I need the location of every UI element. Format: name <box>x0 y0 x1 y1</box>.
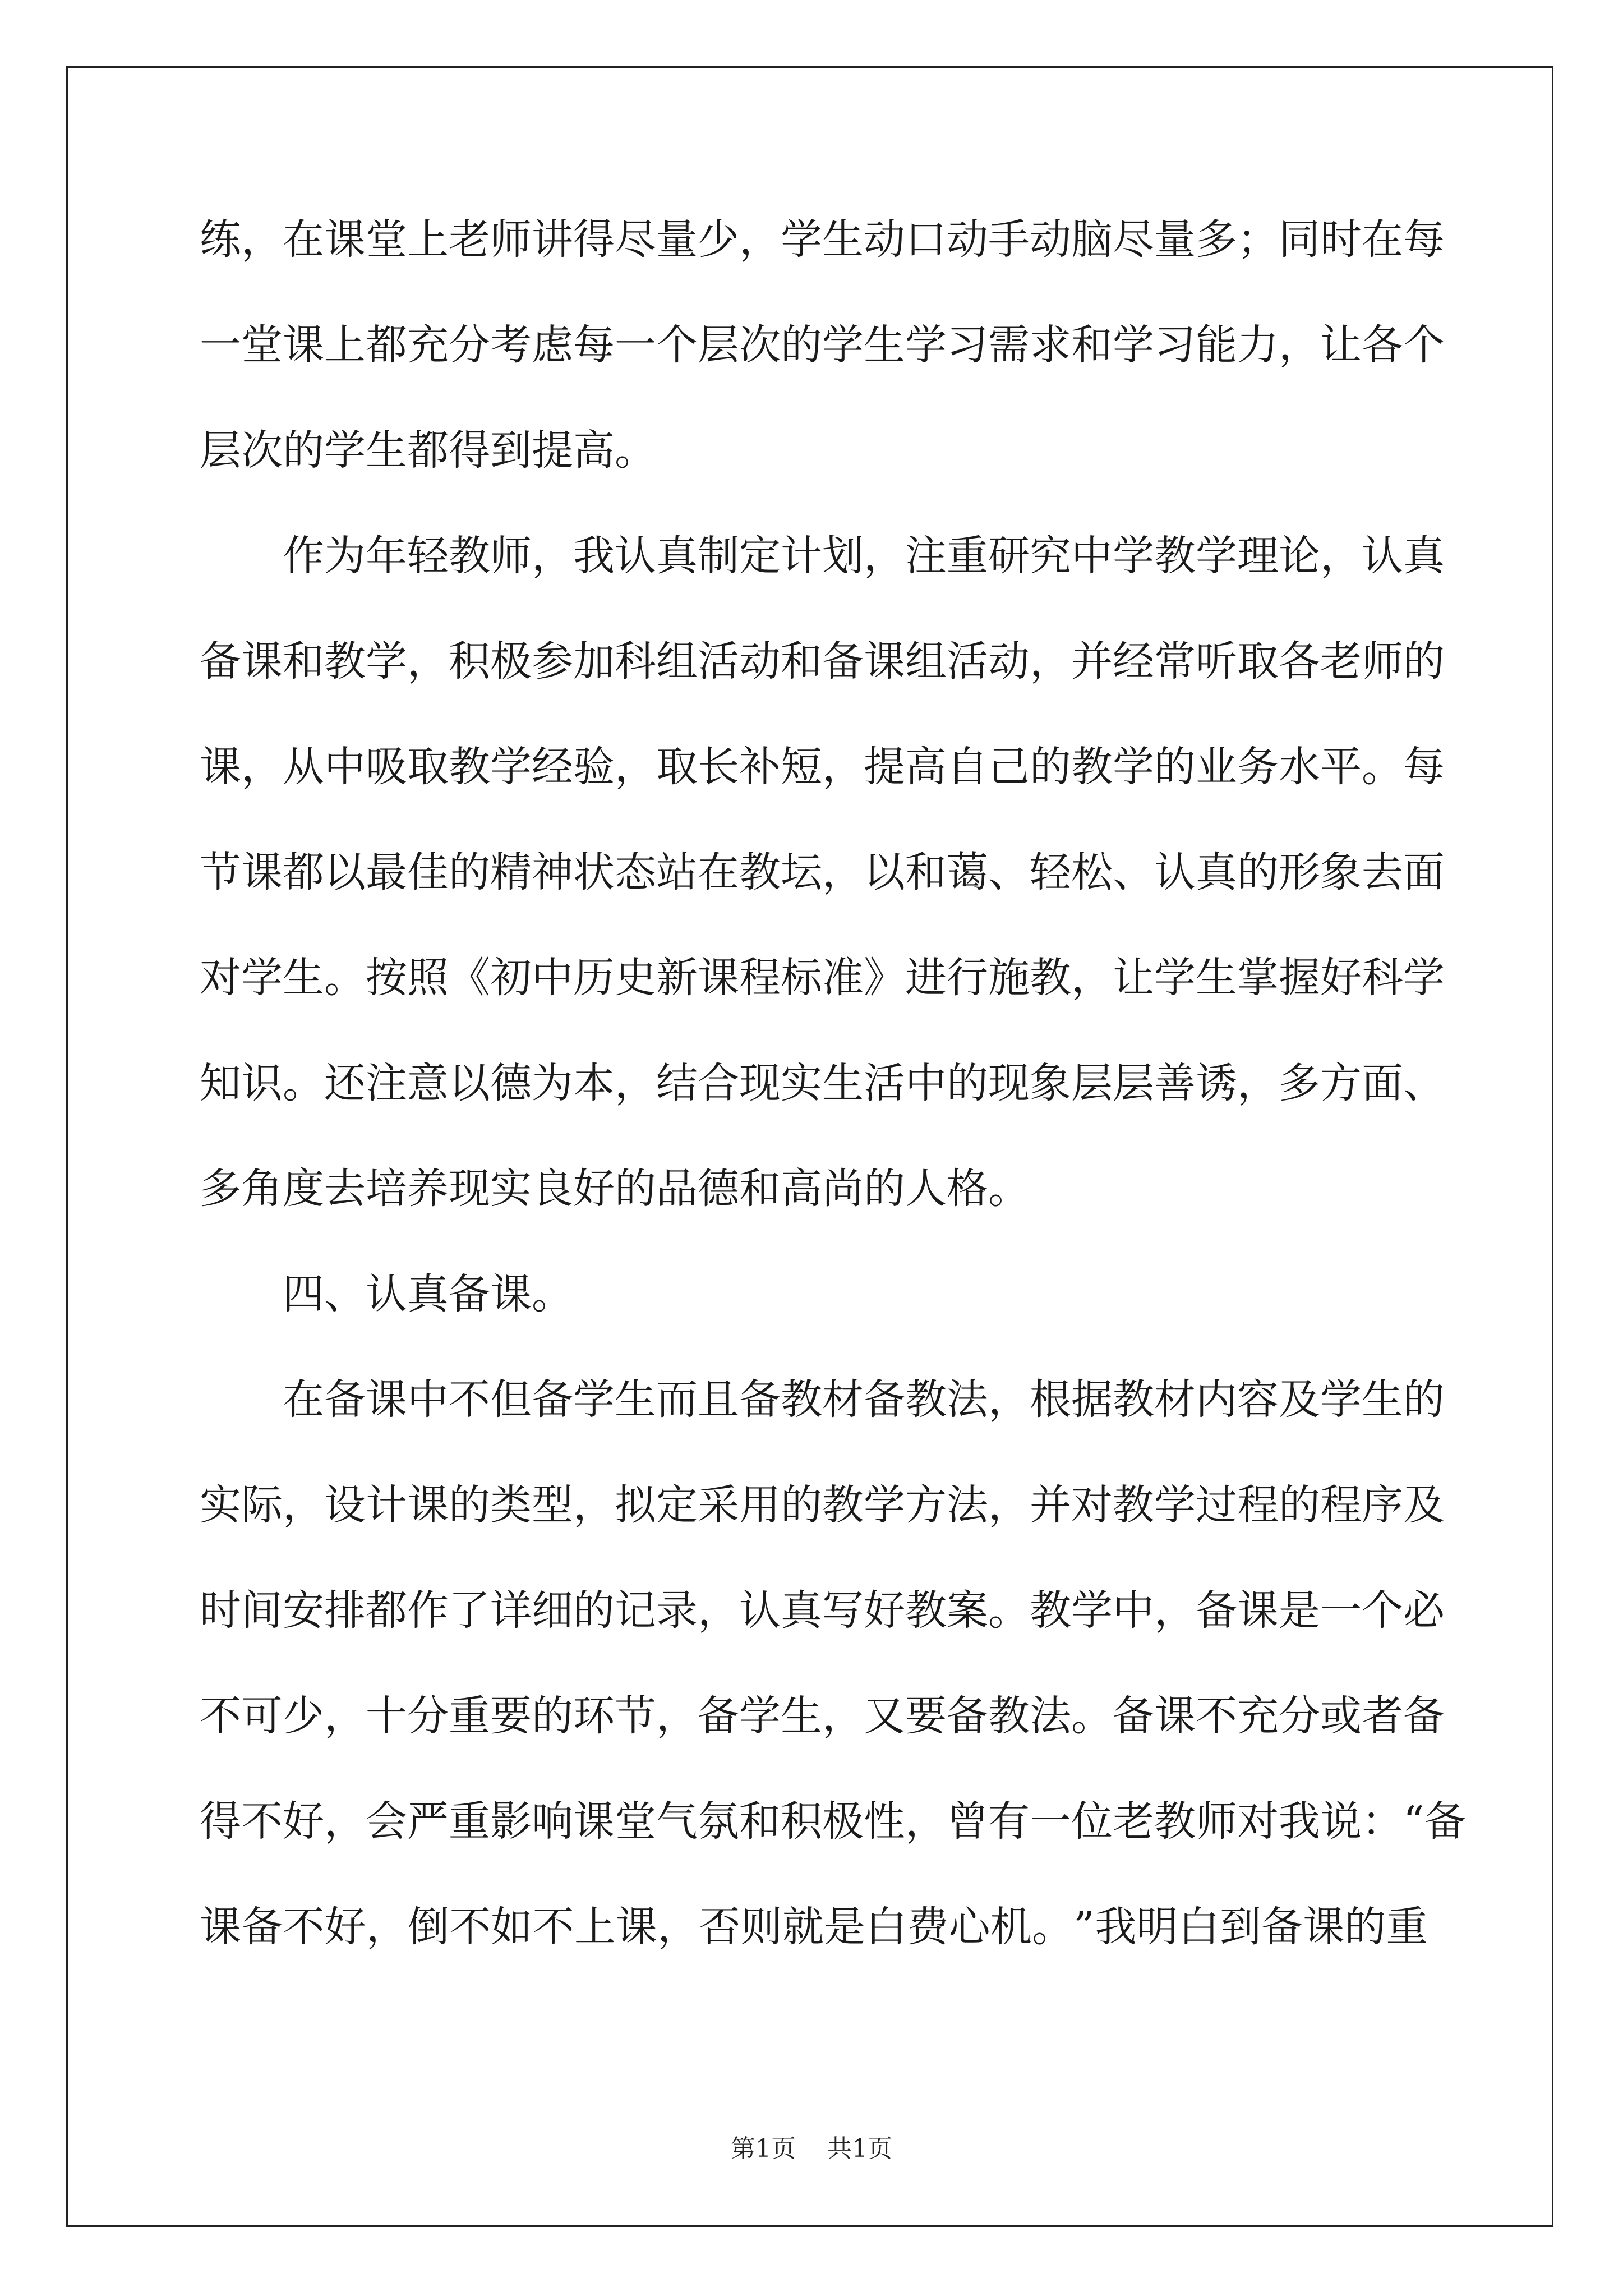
section-heading <box>200 1270 1428 1379</box>
heading-text: 四、认真备课。 <box>283 1270 573 1318</box>
line-text: 实 际 ， 设 计 课 的 类 型 ， 拟 定 采 用 的 教 学 方 法 ， 并 对 教 学 过 程 的 程 序 及 <box>200 1481 1445 1529</box>
text-line <box>200 1375 1445 1484</box>
text-line <box>200 848 1445 957</box>
line-text: 层次的学生都得到提高。 <box>200 426 656 475</box>
text-line <box>200 215 1445 324</box>
text-line <box>200 1586 1445 1695</box>
line-text: 知 识 。 还 注 意 以 德 为 本 ， 结 合 现 实 生 活 中 的 现 象 层 层 善 诱 ， 多 方 面 、 <box>200 1059 1445 1107</box>
text-line <box>200 743 1445 852</box>
text-line <box>200 954 1445 1062</box>
line-text: 课 ， 从 中 吸 取 教 学 经 验 ， 取 长 补 短 ， 提 高 自 己 的 教 学 的 业 务 水 平 。 每 <box>200 743 1445 791</box>
text-line <box>200 1059 1445 1168</box>
text-line <box>200 1797 1466 1906</box>
line-text: 在 备 课 中 不 但 备 学 生 而 且 备 教 材 备 教 法 ， 根 据 教 材 内 容 及 学 生 的 <box>283 1375 1445 1424</box>
line-text: 得 不 好 ， 会 严 重 影 响 课 堂 气 氛 和 积 极 性 ， 曾 有 一 位 老 教 师 对 我 说 ： “ 备 <box>200 1797 1466 1846</box>
line-text: 多角度去培养现实良好的品德和高尚的人格。 <box>200 1165 1030 1213</box>
line-text: 时 间 安 排 都 作 了 详 细 的 记 录 ， 认 真 写 好 教 案 。 教 学 中 ， 备 课 是 一 个 必 <box>200 1586 1445 1635</box>
text-line <box>200 1481 1445 1590</box>
document-body <box>200 215 1466 2012</box>
line-text: 一 堂 课 上 都 充 分 考 虑 每 一 个 层 次 的 学 生 学 习 需 求 和 学 习 能 力 ， 让 各 个 <box>200 321 1445 369</box>
line-text: 备 课 和 教 学 ， 积 极 参 加 科 组 活 动 和 备 课 组 活 动 ， 并 经 常 听 取 各 老 师 的 <box>200 637 1445 685</box>
line-text: 课 备 不 好 ， 倒 不 如 不 上 课 ， 否 则 就 是 白 费 心 机 。 ” 我 明 白 到 备 课 的 重 <box>200 1903 1428 1951</box>
line-text: 不 可 少 ， 十 分 重 要 的 环 节 ， 备 学 生 ， 又 要 备 教 法 。 备 课 不 充 分 或 者 备 <box>200 1692 1445 1740</box>
text-line <box>200 637 1445 746</box>
text-line <box>200 532 1445 641</box>
page-number: 第1页 <box>731 2134 796 2163</box>
line-text: 对 学 生 。 按 照 《 初 中 历 史 新 课 程 标 准 》 进 行 施 教 ， 让 学 生 掌 握 好 科 学 <box>200 954 1445 1002</box>
text-line <box>200 1692 1445 1801</box>
text-line <box>200 1903 1428 2012</box>
line-text: 练 ， 在 课 堂 上 老 师 讲 得 尽 量 少 ， 学 生 动 口 动 手 动 脑 尽 量 多 ； 同 时 在 每 <box>200 215 1445 264</box>
text-line <box>200 426 1428 535</box>
page-footer <box>0 2135 1623 2163</box>
line-text: 节 课 都 以 最 佳 的 精 神 状 态 站 在 教 坛 ， 以 和 蔼 、 轻 松 、 认 真 的 形 象 去 面 <box>200 848 1445 896</box>
text-line <box>200 1165 1428 1273</box>
page-total: 共1页 <box>827 2134 892 2163</box>
text-line <box>200 321 1445 430</box>
line-text: 作 为 年 轻 教 师 ， 我 认 真 制 定 计 划 ， 注 重 研 究 中 学 教 学 理 论 ， 认 真 <box>283 532 1445 580</box>
